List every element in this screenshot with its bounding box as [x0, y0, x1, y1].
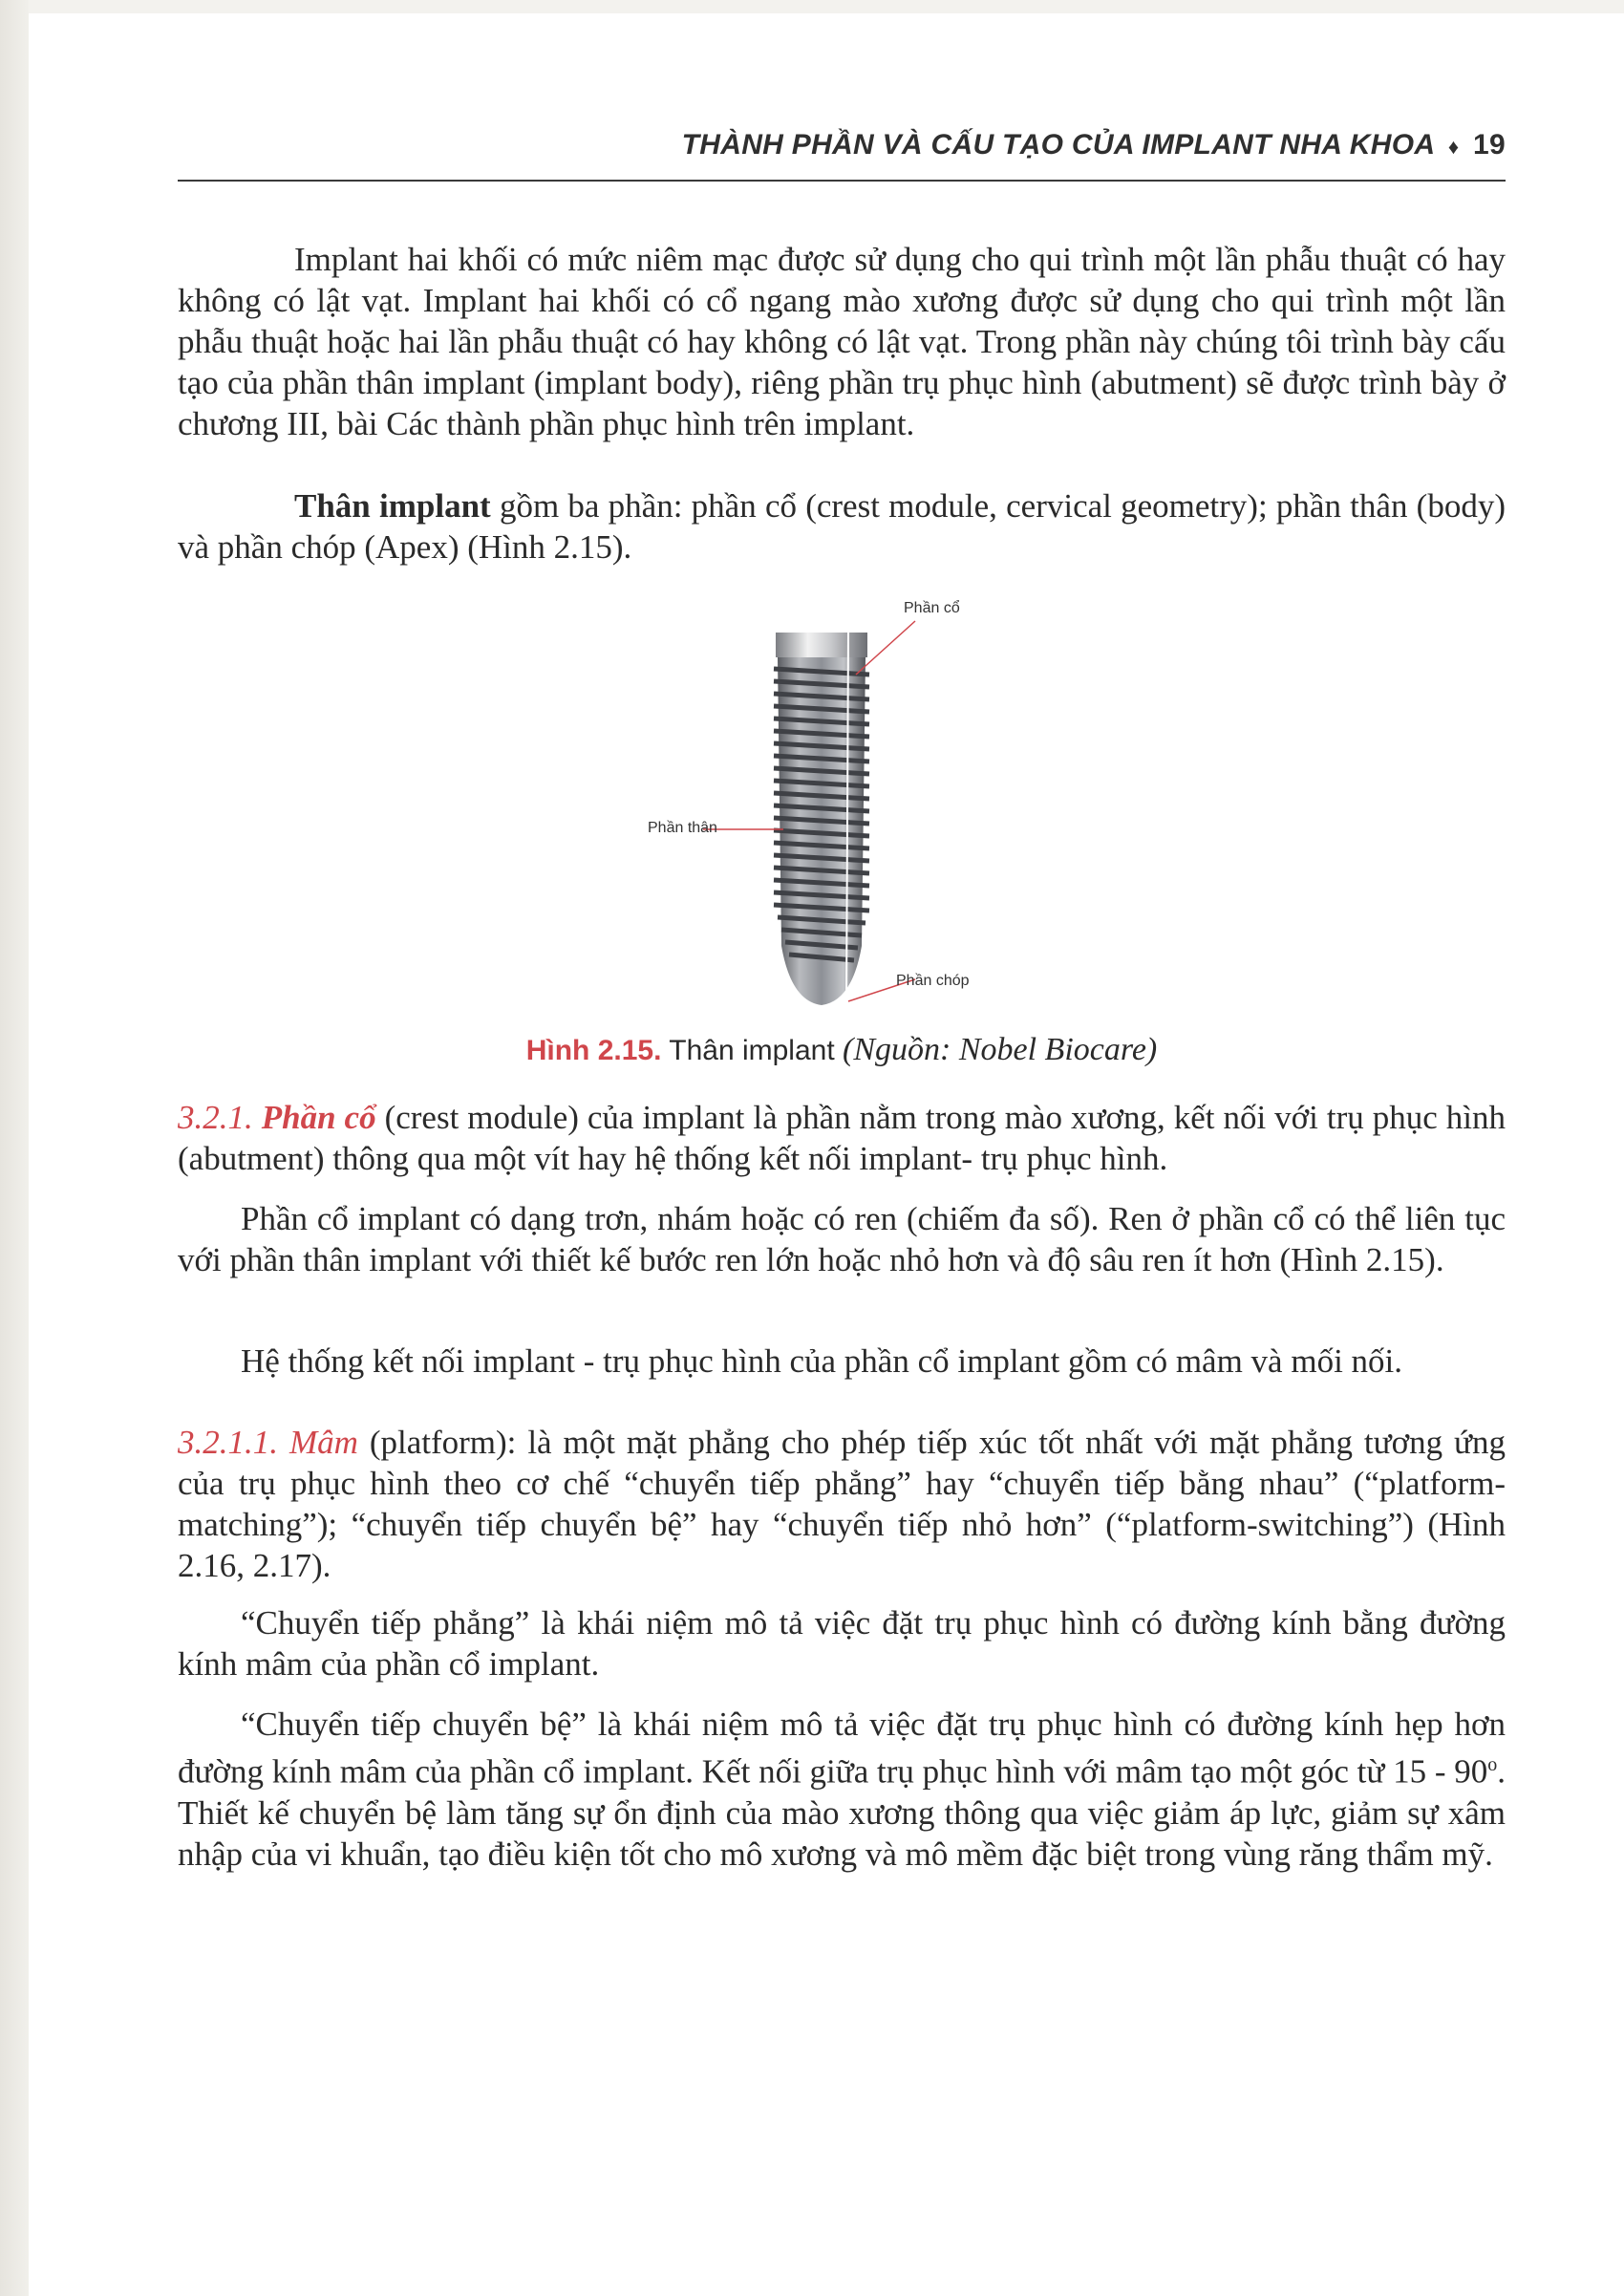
caption-label: Hình 2.15. — [525, 1035, 662, 1066]
implant-figure — [611, 592, 1013, 1022]
label-phan-co: Phần cổ — [904, 600, 960, 616]
label-phan-than: Phần thân — [648, 820, 717, 836]
section-3-2-1-1 — [178, 1422, 1506, 1586]
implant-collar — [776, 633, 867, 657]
paragraph-platform-switching — [178, 1704, 1506, 1875]
intro-paragraph-1: Implant hai khối có mức niêm mạc được sử dụng cho qui trình một lần phẫu thuật có hay không có lật vạt. Implant hai khối có cổ ngang mào xương được sử dụng cho qui trình một lần phẫu thuật hoặc hai lần phẫu thuật có hay không có lật vạt. Trong phần này chúng tôi trình bày cấu tạo của phần thân implant (implant body), riêng phần trụ phục hình (abutment) sẽ được trình bày ở chương III, bài Các thành phần phục hình trên implant. — [178, 241, 1506, 442]
section-number: 3.2.1. — [178, 1099, 253, 1136]
scan-edge — [0, 0, 29, 2296]
header-rule — [178, 180, 1506, 182]
subsection-number: 3.2.1.1. — [178, 1424, 278, 1461]
diamond-icon: ♦ — [1447, 135, 1460, 159]
header-title: THÀNH PHẦN VÀ CẤU TẠO CỦA IMPLANT NHA KHOA — [681, 129, 1435, 161]
running-header — [178, 129, 1506, 161]
platform-switching-text-b: . Thiết kế chuyển bệ làm tăng sự ổn định của mào xương thông qua việc giảm áp lực, giảm sự xâm nhập của vi khuẩn, tạo điều kiện tốt cho mô xương và mô mềm đặc biệt trong vùng răng thẩm mỹ. — [178, 1752, 1506, 1873]
section-title-text: Phần cổ — [252, 1099, 376, 1136]
degree-symbol: o — [1487, 1754, 1498, 1775]
term-than-implant: Thân implant — [294, 487, 491, 525]
label-phan-chop: Phần chóp — [896, 973, 970, 989]
platform-switching-text-a: “Chuyển tiếp chuyển bệ” là khái niệm mô tả việc đặt trụ phục hình có đường kính hẹp hơn đường kính mâm của phần cổ implant. Kết nối giữa trụ phục hình với mâm tạo một góc từ 15 - 90 — [178, 1706, 1506, 1791]
subsection-text: (platform): là một mặt phẳng cho phép tiếp xúc tốt nhất với mặt phẳng tương ứng của trụ phục hình theo cơ chế “chuyển tiếp phẳng” hay “chuyển tiếp bằng nhau” (“platform-matching”); “chuyển tiếp chuyển bệ” hay “chuyển tiếp nhỏ hơn” (“platform-switching”) (Hình 2.16, 2.17). — [178, 1424, 1506, 1584]
subsection-title: Mâm — [278, 1424, 358, 1461]
section-text: (crest module) của implant là phần nằm trong mào xương, kết nối với trụ phục hình (abutment) thông qua một vít hay hệ thống kết nối implant- trụ phục hình. — [178, 1099, 1506, 1177]
caption-text: Thân implant — [661, 1035, 844, 1066]
paragraph-connection-system: Hệ thống kết nối implant - trụ phục hình của phần cổ implant gồm có mâm và mối nối. — [241, 1342, 1403, 1380]
section-3-2-1 — [178, 1097, 1506, 1179]
figure-caption — [178, 1032, 1506, 1068]
paragraph-threads: Phần cổ implant có dạng trơn, nhám hoặc có ren (chiếm đa số). Ren ở phần cổ có thể liên tục với phần thân implant với thiết kế bước ren lớn hoặc nhỏ hơn và độ sâu ren ít hơn (Hình 2.15). — [178, 1200, 1506, 1278]
page-number: 19 — [1473, 129, 1506, 161]
section-title — [253, 1099, 376, 1136]
intro-paragraph-2-text: gồm ba phần: phần cổ (crest module, cervical geometry); phần thân (body) và phần chóp (Apex) (Hình 2.15). — [178, 487, 1506, 566]
implant-illustration — [611, 592, 1013, 1022]
paragraph-platform-matching: “Chuyển tiếp phẳng” là khái niệm mô tả việc đặt trụ phục hình có đường kính bằng đường kính mâm của phần cổ implant. — [178, 1604, 1506, 1683]
intro-paragraph-2 — [178, 485, 1506, 568]
caption-source: (Nguồn: Nobel Biocare) — [843, 1032, 1158, 1067]
implant-body — [774, 631, 869, 1005]
